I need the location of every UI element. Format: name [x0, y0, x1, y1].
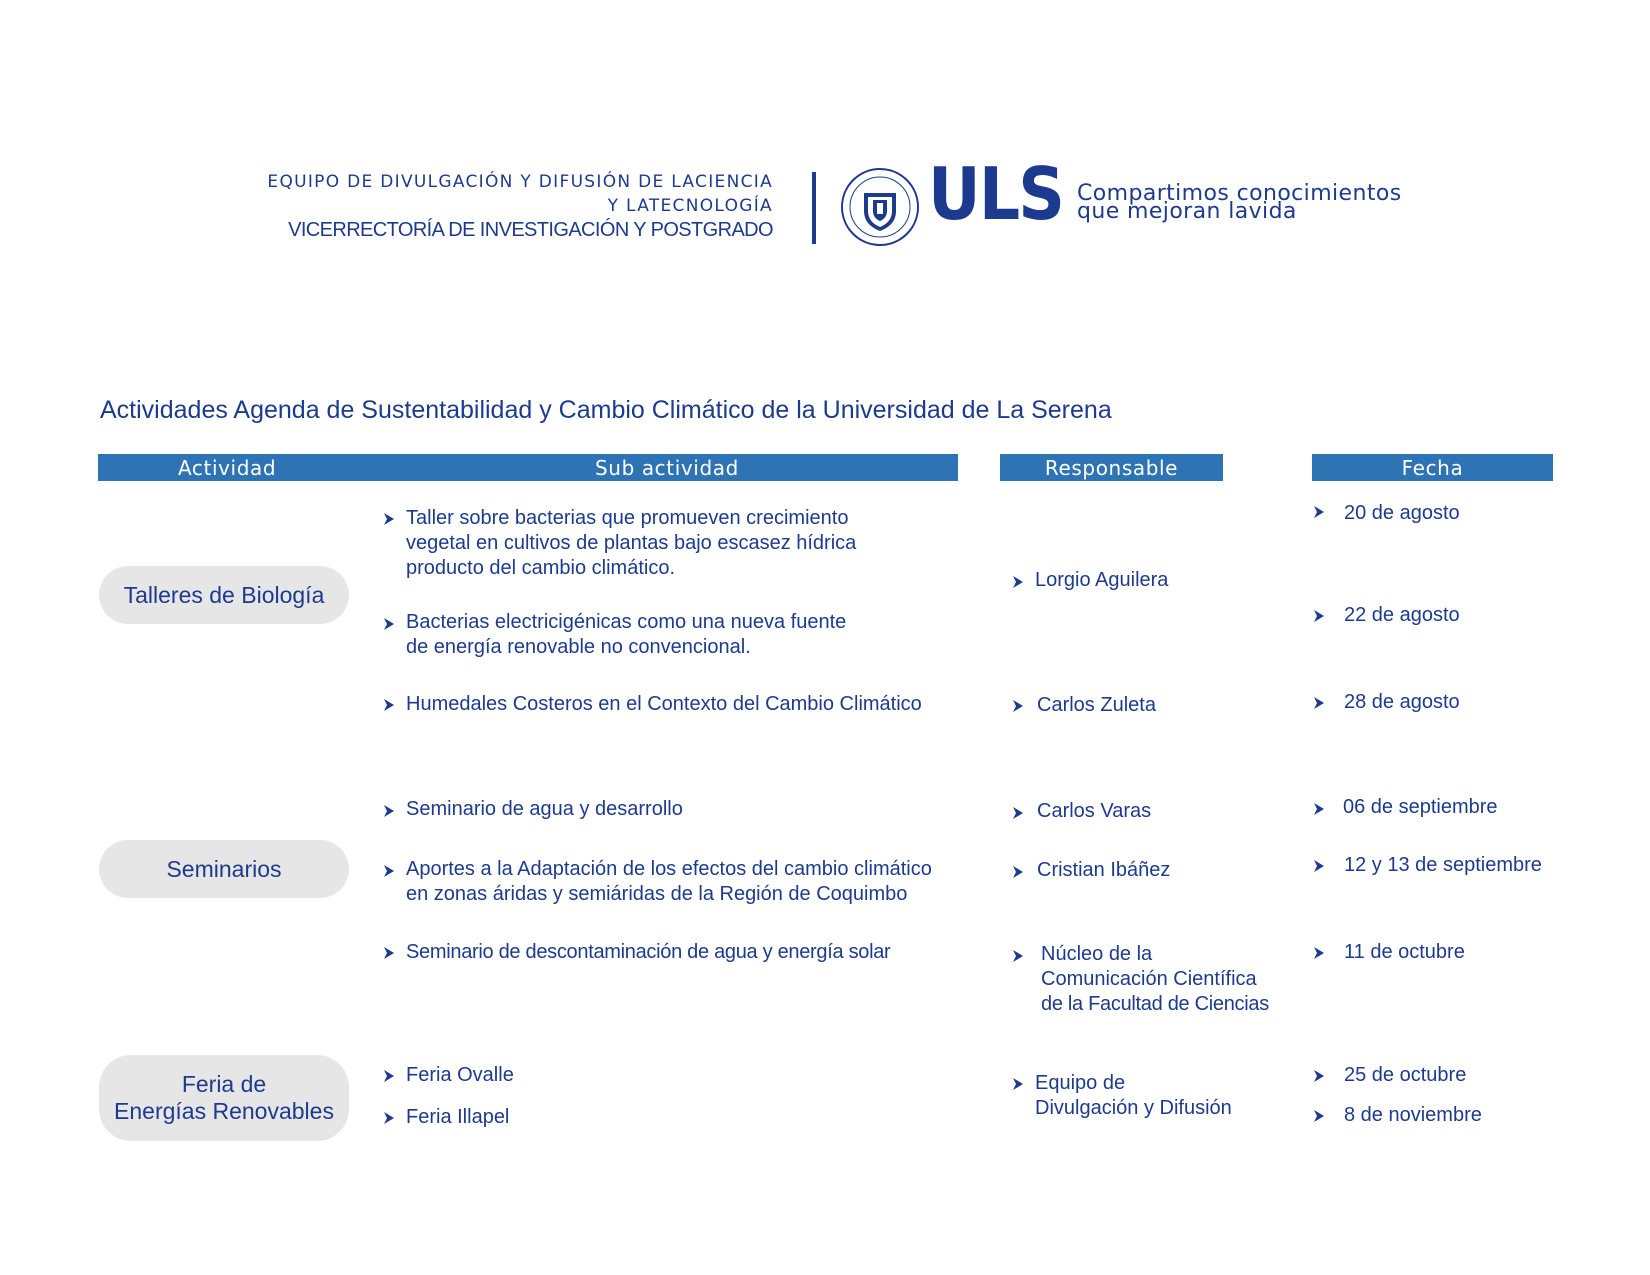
subactivity-item	[406, 940, 890, 965]
subactivity-item	[406, 610, 846, 660]
responsable-line: Núcleo de la	[1041, 943, 1153, 965]
bullet-arrow-icon	[1313, 1069, 1325, 1083]
fecha-item: 11 de octubre	[1344, 941, 1465, 963]
bullet-arrow-icon	[1313, 802, 1325, 816]
group-feria-energias	[99, 1055, 349, 1141]
responsable-line: Divulgación y Difusión	[1035, 1097, 1232, 1119]
bullet-arrow-icon	[383, 512, 395, 526]
subactivity-item	[406, 692, 922, 717]
fecha-item: 06 de septiembre	[1343, 796, 1498, 818]
responsable-line: Equipo de	[1035, 1072, 1126, 1094]
responsable-item	[1037, 693, 1156, 718]
bullet-arrow-icon	[383, 1069, 395, 1083]
subactivity-line: Feria Ovalle	[406, 1064, 514, 1086]
bullet-arrow-icon	[1012, 949, 1024, 963]
group-label: Seminarios	[166, 855, 282, 882]
group-label: Talleres de Biología	[123, 581, 325, 608]
bullet-arrow-icon	[1313, 1109, 1325, 1123]
responsable-item	[1035, 568, 1168, 593]
column-header-fecha: Fecha	[1312, 454, 1553, 481]
bullet-arrow-icon	[1313, 505, 1325, 519]
bullet-arrow-icon	[1313, 859, 1325, 873]
subactivity-item	[406, 797, 683, 822]
subactivity-line: en zonas áridas y semiáridas de la Región de Coquimbo	[406, 883, 908, 905]
bullet-arrow-icon	[1313, 946, 1325, 960]
bullet-arrow-icon	[1012, 699, 1024, 713]
subactivity-line: Seminario de descontaminación de agua y energía solar	[406, 941, 891, 963]
bullet-arrow-icon	[383, 1111, 395, 1125]
fecha-item: 25 de octubre	[1344, 1064, 1467, 1086]
fecha-item: 28 de agosto	[1344, 691, 1460, 713]
responsable-item	[1035, 1071, 1232, 1121]
responsable-line: Cristian Ibáñez	[1037, 859, 1171, 881]
bullet-arrow-icon	[383, 946, 395, 960]
bullet-arrow-icon	[1012, 575, 1024, 589]
subactivity-item	[406, 857, 932, 907]
bullet-arrow-icon	[383, 804, 395, 818]
responsable-line: Carlos Varas	[1037, 800, 1152, 822]
group-talleres-biologia	[99, 566, 349, 624]
header-institution	[0, 0, 773, 260]
tagline-line-2: que mejoran lavida	[1077, 199, 1297, 224]
subactivity-line: Seminario de agua y desarrollo	[406, 798, 683, 820]
responsable-item	[1037, 858, 1170, 883]
subactivity-line: Humedales Costeros en el Contexto del Cambio Climático	[406, 693, 922, 715]
subactivity-line: Feria Illapel	[406, 1106, 510, 1128]
header-line-1: EQUIPO DE DIVULGACIÓN Y DIFUSIÓN DE LACIENCIA	[267, 172, 773, 192]
subactivity-line: Taller sobre bacterias que promueven crecimiento	[406, 507, 849, 529]
responsable-item	[1037, 799, 1151, 824]
column-header-actividad: Actividad	[178, 455, 277, 480]
bullet-arrow-icon	[1313, 609, 1325, 623]
group-label-line-1: Feria de	[181, 1071, 267, 1097]
responsable-item	[1041, 942, 1269, 1017]
fecha-item: 20 de agosto	[1344, 502, 1460, 524]
column-header-responsable: Responsable	[1000, 454, 1223, 481]
subactivity-line: de energía renovable no convencional.	[406, 636, 751, 658]
bullet-arrow-icon	[383, 864, 395, 878]
uls-logo: ULS	[928, 152, 1064, 236]
subactivity-line: vegetal en cultivos de plantas bajo escasez hídrica	[406, 532, 857, 554]
fecha-item: 8 de noviembre	[1344, 1104, 1482, 1126]
responsable-line: Lorgio Aguilera	[1035, 569, 1169, 591]
responsable-line: Comunicación Científica	[1041, 968, 1257, 990]
fecha-item: 22 de agosto	[1344, 604, 1460, 626]
group-label-line-2: Energías Renovables	[114, 1098, 334, 1124]
tagline-line-1: Compartimos conocimientos	[1077, 181, 1402, 206]
fecha-item: 12 y 13 de septiembre	[1344, 854, 1542, 876]
subactivity-line: producto del cambio climático.	[406, 557, 676, 579]
bullet-arrow-icon	[1012, 1077, 1024, 1091]
subactivity-line: Bacterias electricigénicas como una nueva fuente	[406, 611, 847, 633]
bullet-arrow-icon	[383, 617, 395, 631]
subactivity-line: Aportes a la Adaptación de los efectos del cambio climático	[406, 858, 932, 880]
bullet-arrow-icon	[1012, 806, 1024, 820]
university-seal-icon	[840, 167, 920, 247]
subactivity-item	[406, 1105, 509, 1130]
subactivity-item	[406, 506, 856, 581]
header-line-2: Y LATECNOLOGÍA	[607, 196, 773, 216]
subactivity-item	[406, 1063, 514, 1088]
bullet-arrow-icon	[1012, 865, 1024, 879]
column-header-subactividad: Sub actividad	[595, 455, 739, 480]
responsable-line: Carlos Zuleta	[1037, 694, 1156, 716]
column-headers-left	[98, 454, 958, 481]
bullet-arrow-icon	[1313, 696, 1325, 710]
responsable-line: de la Facultad de Ciencias	[1041, 993, 1269, 1015]
header-divider	[812, 172, 816, 244]
group-seminarios	[99, 840, 349, 898]
page-title: Actividades Agenda de Sustentabilidad y Cambio Climático de la Universidad de La Serena	[100, 396, 1112, 424]
header-line-3: VICERRECTORÍA DE INVESTIGACIÓN Y POSTGRADO	[288, 219, 773, 241]
bullet-arrow-icon	[383, 698, 395, 712]
